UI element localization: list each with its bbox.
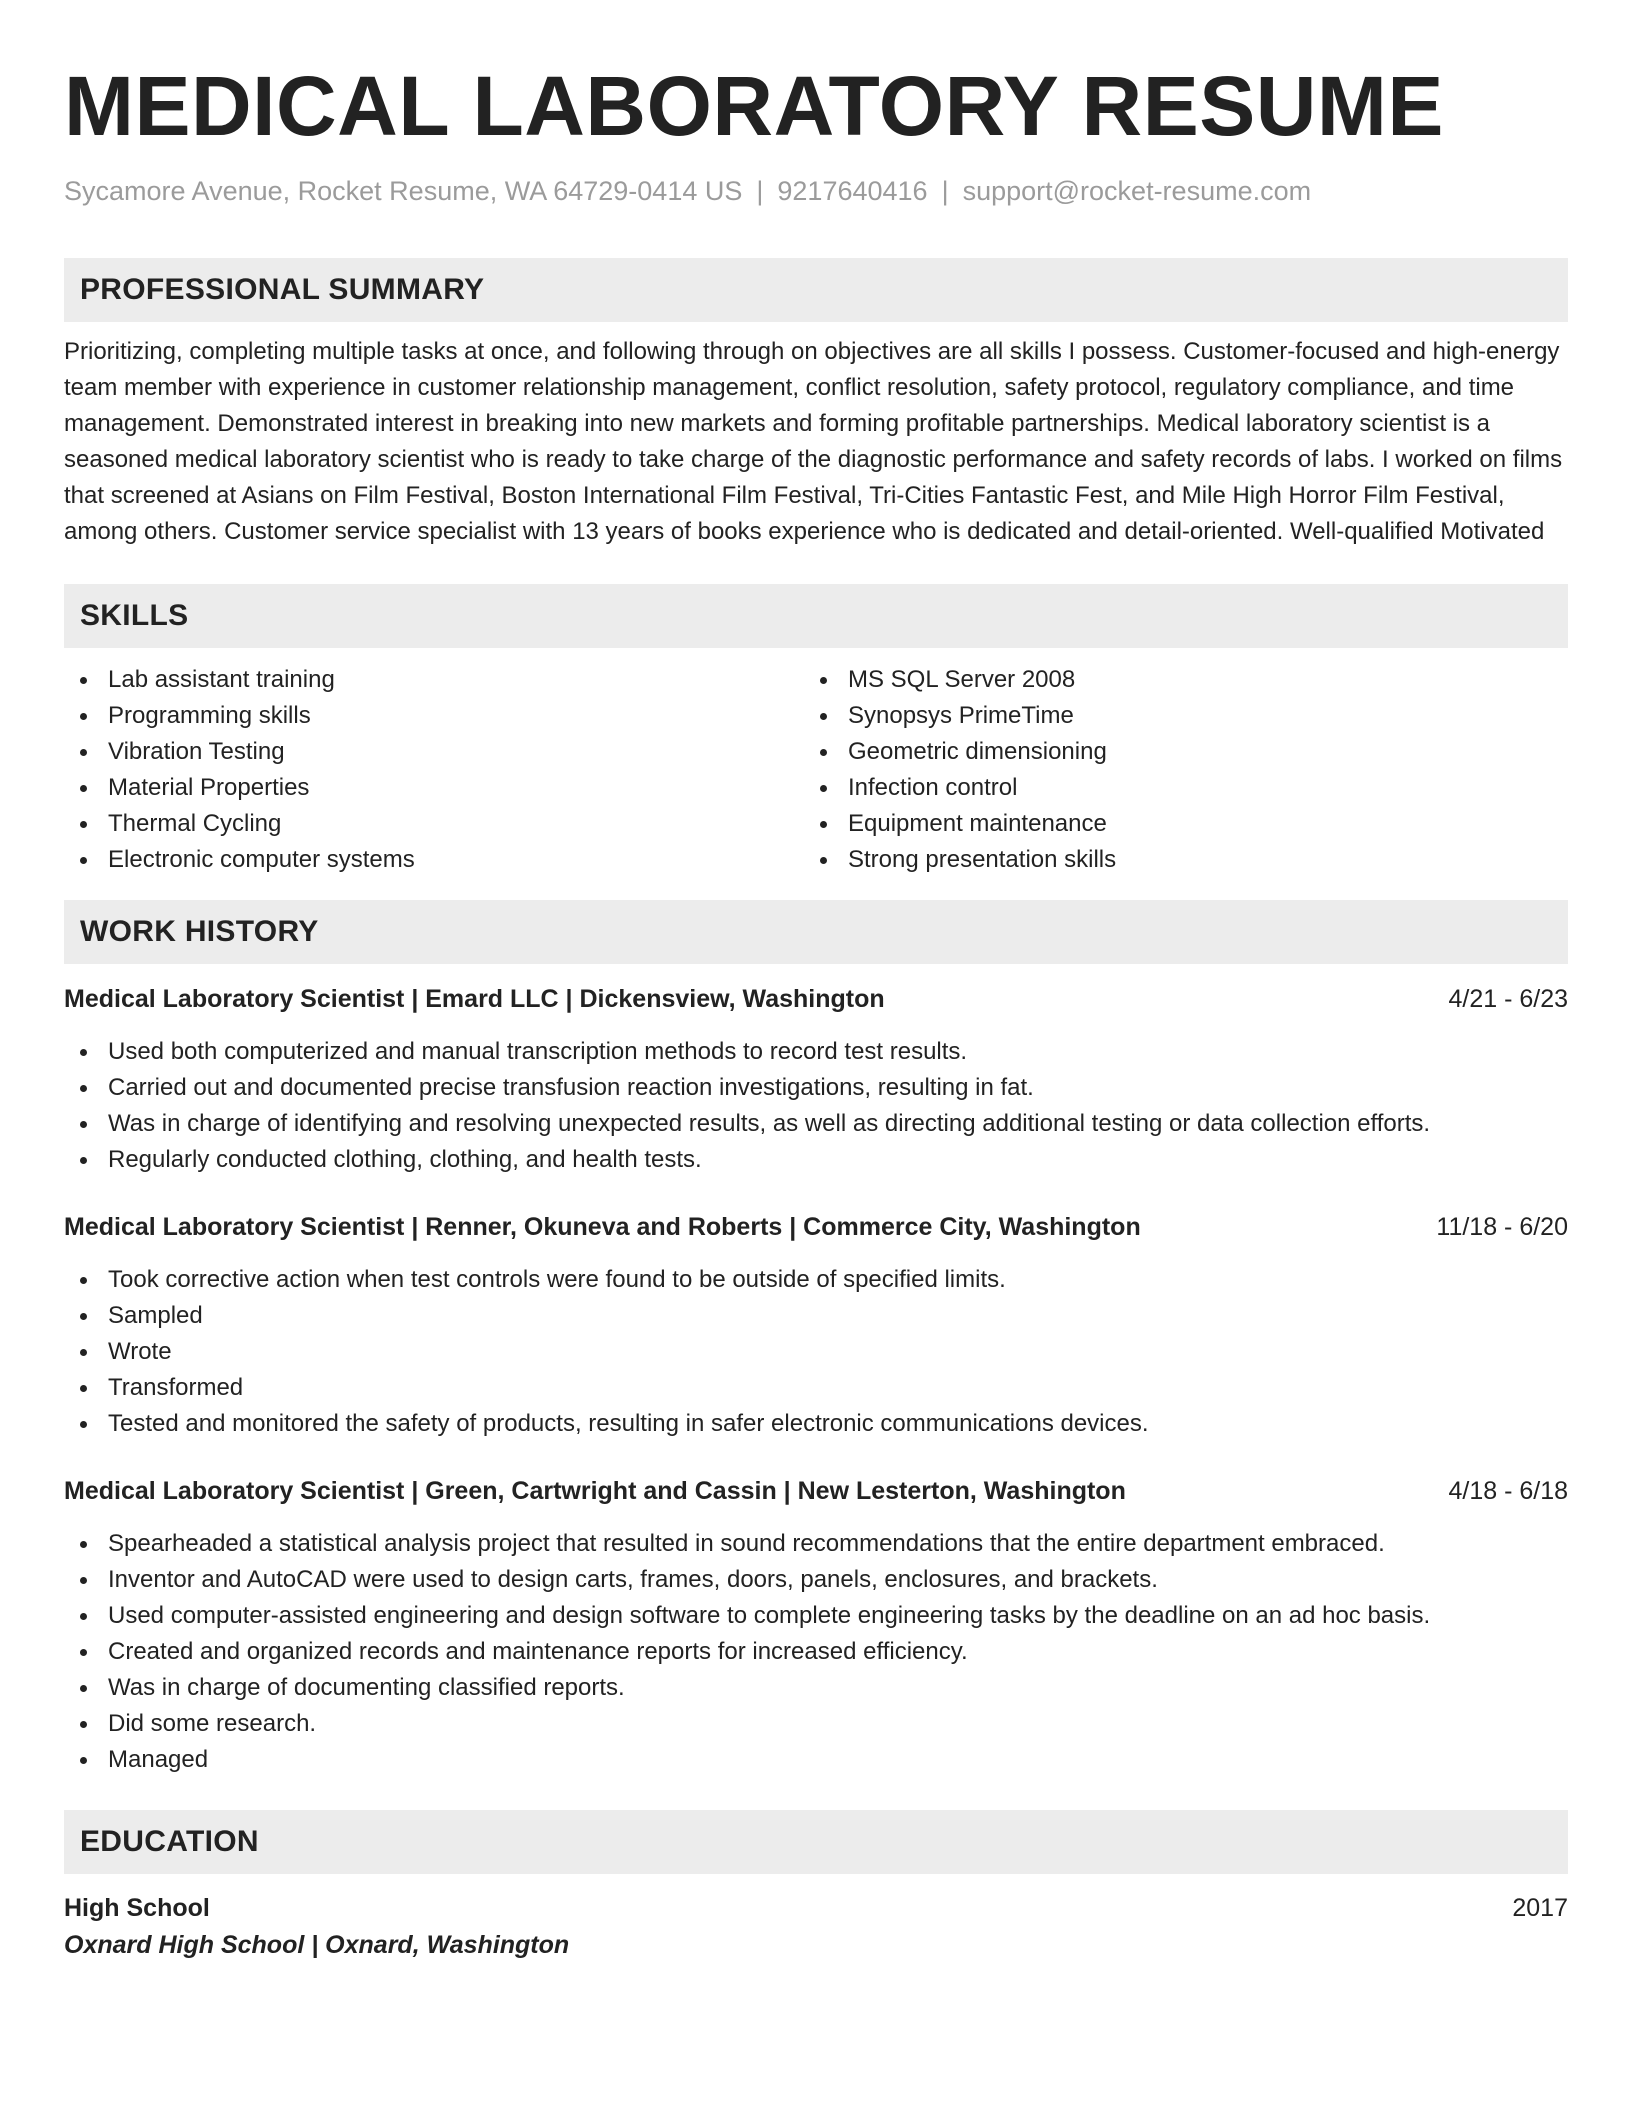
- summary-text: Prioritizing, completing multiple tasks at once, and following through on objectives are all skills I possess. Customer-focused and high-energy team member with experience in customer relationship management, conflict resolution, safety protocol, regulatory compliance, and time management. Demonstrated interest in breaking into new markets and forming profitable partnerships. Medical laboratory scientist is a seasoned medical laboratory scientist who is ready to take charge of the diagnostic performance and safety records of labs. I worked on films that screened at Asians on Film Festival, Boston International Film Festival, Tri-Cities Fantastic Fest, and Mile High Horror Film Festival, among others. Customer service specialist with 13 years of books experience who is dedicated and detail-oriented. Well-qualified Motivated: [64, 338, 1563, 545]
- job-bullet: Inventor and AutoCAD were used to design carts, frames, doors, panels, enclosures, and brackets.: [64, 1562, 1568, 1598]
- education-school: Oxnard High School | Oxnard, Washington: [64, 1931, 570, 1959]
- job-dates: 11/18 - 6/20: [1436, 1213, 1568, 1241]
- job-entry: [64, 1209, 1568, 1442]
- skill-item: MS SQL Server 2008: [804, 662, 1544, 698]
- skills-column-right: [804, 662, 1544, 878]
- job-bullet: Tested and monitored the safety of products, resulting in safer electronic communications devices.: [64, 1406, 1568, 1442]
- section-header-work-history: WORK HISTORY: [64, 900, 1568, 964]
- job-heading-row: [64, 1209, 1568, 1245]
- contact-separator: |: [941, 176, 949, 206]
- section-header-summary: PROFESSIONAL SUMMARY: [64, 258, 1568, 322]
- job-entry: [64, 1473, 1568, 1778]
- job-bullet: Was in charge of documenting classified reports.: [64, 1670, 1568, 1706]
- skills-column-left: [64, 662, 804, 878]
- education-heading-row: [64, 1890, 1568, 1926]
- section-header-education: EDUCATION: [64, 1810, 1568, 1874]
- skill-item: Strong presentation skills: [804, 842, 1544, 878]
- section-header-skills: SKILLS: [64, 584, 1568, 648]
- job-bullet: Transformed: [64, 1370, 1568, 1406]
- job-bullets: [64, 1526, 1568, 1778]
- job-bullets: [64, 1262, 1568, 1442]
- job-bullet: Sampled: [64, 1298, 1568, 1334]
- skill-item: Electronic computer systems: [64, 842, 804, 878]
- skills-list: [64, 662, 1568, 878]
- job-heading-row: [64, 1473, 1568, 1509]
- skill-item: Lab assistant training: [64, 662, 804, 698]
- job-title: Medical Laboratory Scientist | Renner, Okuneva and Roberts | Commerce City, Washington: [64, 1213, 1141, 1241]
- skill-item: Geometric dimensioning: [804, 734, 1544, 770]
- skill-item: Equipment maintenance: [804, 806, 1544, 842]
- job-bullet: Did some research.: [64, 1706, 1568, 1742]
- job-title: Medical Laboratory Scientist | Green, Cartwright and Cassin | New Lesterton, Washington: [64, 1477, 1126, 1505]
- job-bullet: Spearheaded a statistical analysis project that resulted in sound recommendations that the entire department embraced.: [64, 1526, 1568, 1562]
- job-title: Medical Laboratory Scientist | Emard LLC | Dickensview, Washington: [64, 985, 885, 1013]
- job-bullet: Was in charge of identifying and resolving unexpected results, as well as directing additional testing or data collection efforts.: [64, 1106, 1568, 1142]
- contact-phone: 9217640416: [777, 176, 928, 206]
- job-bullet: Regularly conducted clothing, clothing, and health tests.: [64, 1142, 1568, 1178]
- job-bullets: [64, 1034, 1568, 1178]
- skill-item: Material Properties: [64, 770, 804, 806]
- contact-email[interactable]: support@rocket-resume.com: [962, 176, 1312, 206]
- job-bullet: Wrote: [64, 1334, 1568, 1370]
- skill-item: Thermal Cycling: [64, 806, 804, 842]
- contact-line: [64, 174, 1568, 208]
- education-year: 2017: [1512, 1894, 1568, 1922]
- job-dates: 4/21 - 6/23: [1448, 985, 1568, 1013]
- contact-address: Sycamore Avenue, Rocket Resume, WA 64729-0414 US: [64, 176, 743, 206]
- job-heading-row: [64, 981, 1568, 1017]
- job-bullet: Created and organized records and maintenance reports for increased efficiency.: [64, 1634, 1568, 1670]
- skill-item: Infection control: [804, 770, 1544, 806]
- education-entry: [64, 1890, 1568, 1963]
- skill-item: Vibration Testing: [64, 734, 804, 770]
- job-bullet: Took corrective action when test controls were found to be outside of specified limits.: [64, 1262, 1568, 1298]
- skill-item: Programming skills: [64, 698, 804, 734]
- job-bullet: Managed: [64, 1742, 1568, 1778]
- job-bullet: Used both computerized and manual transcription methods to record test results.: [64, 1034, 1568, 1070]
- job-dates: 4/18 - 6/18: [1448, 1477, 1568, 1505]
- job-bullet: Used computer-assisted engineering and design software to complete engineering tasks by the deadline on an ad hoc basis.: [64, 1598, 1568, 1634]
- job-bullet: Carried out and documented precise transfusion reaction investigations, resulting in fat.: [64, 1070, 1568, 1106]
- contact-separator: |: [756, 176, 764, 206]
- resume-title: MEDICAL LABORATORY RESUME: [64, 59, 1444, 153]
- education-degree: High School: [64, 1894, 210, 1922]
- job-entry: [64, 981, 1568, 1178]
- skill-item: Synopsys PrimeTime: [804, 698, 1544, 734]
